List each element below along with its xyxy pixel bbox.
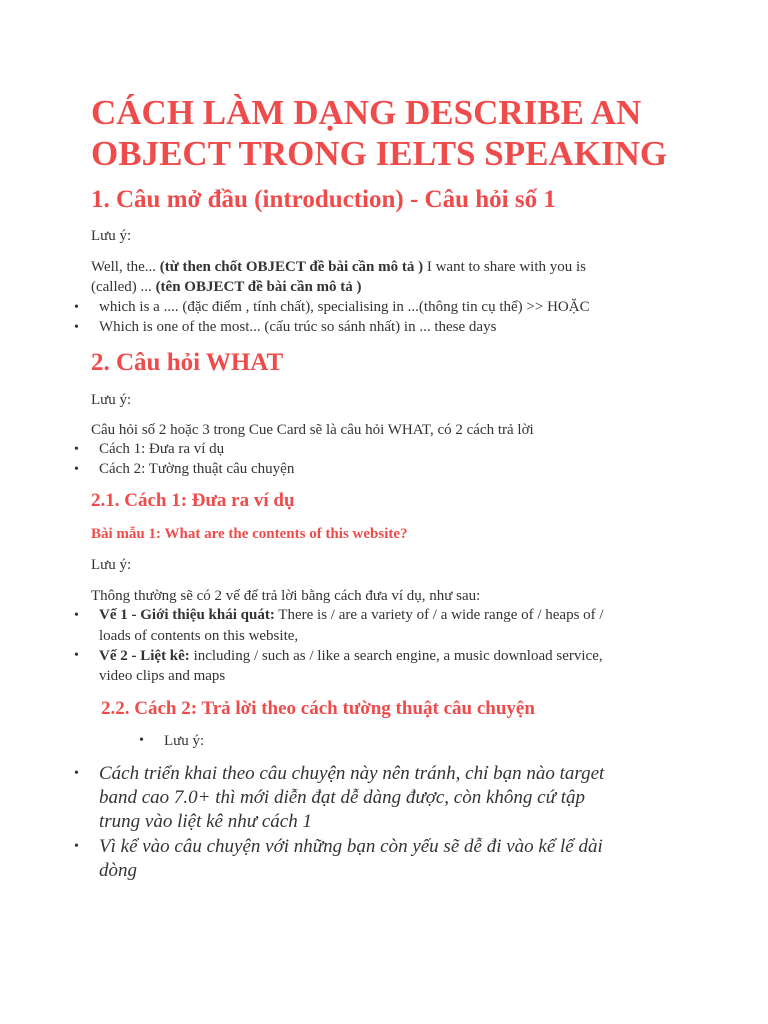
section21-note: Lưu ý: [91, 557, 132, 573]
bullet-icon: • [74, 766, 79, 781]
page-title-line2: OBJECT TRONG IELTS SPEAKING [91, 134, 668, 173]
section1-paragraph-line1: Well, the... (từ then chốt OBJECT đề bài cần mô tả ) I want to share with you is [91, 259, 586, 275]
section22-note: Lưu ý: [164, 733, 205, 749]
section21-bullet-1: Vế 1 - Giới thiệu khái quát: There is / are a variety of / a wide range of / heaps of / [99, 607, 604, 623]
section21-bullet-2: Vế 2 - Liệt kê: including / such as / like a search engine, a music download service, [99, 648, 603, 664]
bullet-icon: • [139, 733, 144, 748]
section22-italic1-line1: Cách triển khai theo câu chuyện này nên tránh, chỉ bạn nào target [99, 763, 605, 784]
section21-bullet-1-line2: loads of contents on this website, [99, 628, 299, 644]
section2-heading: 2. Câu hỏi WHAT [91, 349, 284, 376]
section22-heading: 2.2. Cách 2: Trả lời theo cách tường thuật câu chuyện [101, 698, 535, 719]
bullet-icon: • [74, 300, 79, 315]
section21-heading: 2.1. Cách 1: Đưa ra ví dụ [91, 490, 295, 511]
section2-note: Lưu ý: [91, 392, 132, 408]
section22-italic2-line1: Vì kể vào câu chuyện với những bạn còn yếu sẽ dễ đi vào kể lể dài [99, 836, 603, 857]
bullet-icon: • [74, 839, 79, 854]
section1-heading: 1. Câu mở đầu (introduction) - Câu hỏi số 1 [91, 186, 556, 213]
bullet-icon: • [74, 442, 79, 457]
bullet-icon: • [74, 462, 79, 477]
section22-italic2-line2: dòng [99, 860, 137, 881]
bullet-icon: • [74, 608, 79, 623]
section21-bullet-2-line2: video clips and maps [99, 668, 226, 684]
section1-paragraph-line2: (called) ... (tên OBJECT đề bài cần mô tả ) [91, 279, 362, 295]
section1-bullet-1: which is a .... (đặc điểm , tính chất), specialising in ...(thông tin cụ thể) >> HOẶC [99, 299, 590, 315]
section1-note: Lưu ý: [91, 228, 132, 244]
section21-paragraph: Thông thường sẽ có 2 vế để trả lời bằng cách đưa ví dụ, như sau: [91, 588, 481, 604]
bullet-icon: • [74, 320, 79, 335]
page-title-line1: CÁCH LÀM DẠNG DESCRIBE AN [91, 93, 642, 132]
section21-sample-title: Bài mẫu 1: What are the contents of this website? [91, 526, 408, 542]
section1-bullet-2: Which is one of the most... (cấu trúc so sánh nhất) in ... these days [99, 319, 497, 335]
section22-italic1-line2: band cao 7.0+ thì mới diễn đạt dễ dàng được, còn không cứ tập [99, 787, 586, 808]
section2-bullet-2: Cách 2: Tường thuật câu chuyện [99, 461, 295, 477]
section2-paragraph: Câu hỏi số 2 hoặc 3 trong Cue Card sẽ là câu hỏi WHAT, có 2 cách trả lời [91, 422, 534, 438]
bullet-icon: • [74, 648, 79, 663]
section22-italic1-line3: trung vào liệt kê như cách 1 [99, 811, 312, 832]
section2-bullet-1: Cách 1: Đưa ra ví dụ [99, 441, 225, 457]
